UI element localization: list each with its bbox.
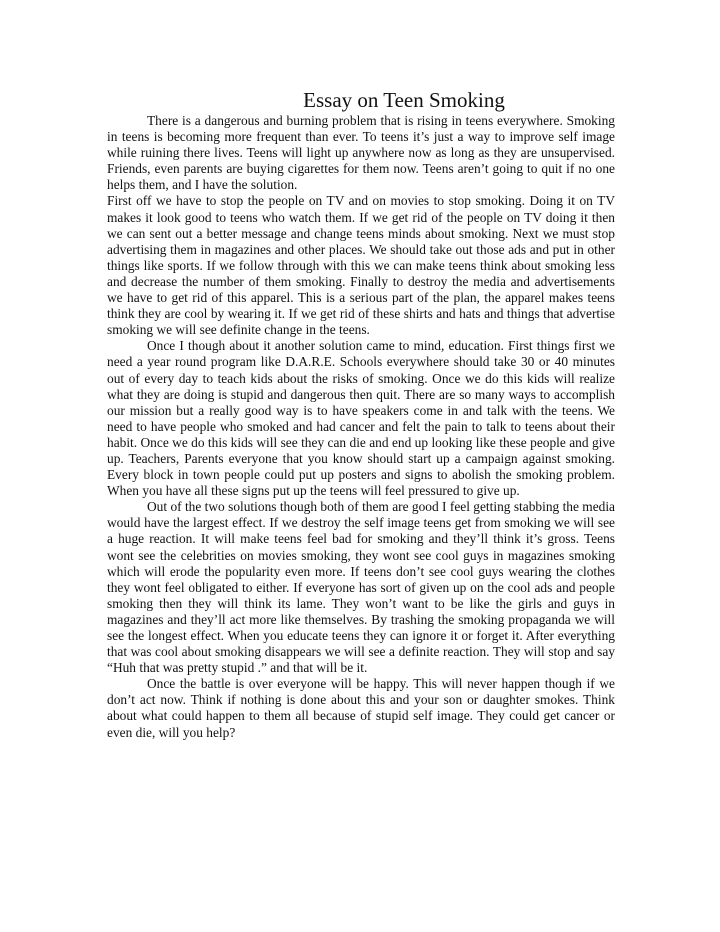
essay-title: Essay on Teen Smoking xyxy=(303,88,505,112)
paragraph-1: There is a dangerous and burning problem that is rising in teens everywhere. Smoking in teens is becoming more frequent than ever. To teens it’s just a way to improve self image while ruining there lives. Teens will light up anywhere now as long as they are unsupervised. Friends, even parents are buying cigarettes for them now. Teens aren’t going to quit if no one helps them, and I have the solution. xyxy=(107,113,615,193)
paragraph-3: Once I though about it another solution came to mind, education. First things first we need a year round program like D.A.R.E. Schools everywhere should take 30 or 40 minutes out of every day to teach kids about the risks of smoking. Once we do this kids will realize what they are doing is stupid and dangerous then quit. There are so many ways to accomplish our mission but a really good way is to have speakers come in and talk with the teens. We need to have people who smoked and had cancer and felt the pain to talk to teens about their habit. Once we do this kids will see they can die and end up looking like these people and give up. Teachers, Parents everyone that you know should start up a campaign against smoking. Every block in town people could put up posters and signs to abolish the smoking problem. When you have all these signs put up the teens will feel pressured to give up. xyxy=(107,338,615,499)
paragraph-2: First off we have to stop the people on TV and on movies to stop smoking. Doing it on TV makes it look good to teens who watch them. If we get rid of the people on TV doing it then we can sent out a better message and change teens minds about smoking. Next we must stop advertising them in magazines and other places. We should take out those ads and put in other things like sports. If we follow through with this we can make teens think about smoking less and decrease the number of them smoking. Finally to destroy the media and advertisements we have to get rid of this apparel. This is a serious part of the plan, the apparel makes teens think they are cool by wearing it. If we get rid of these shirts and hats and things that advertise smoking we will see definite change in the teens. xyxy=(107,193,615,338)
essay-body xyxy=(107,113,615,741)
paragraph-4: Out of the two solutions though both of them are good I feel getting stabbing the media would have the largest effect. If we destroy the self image teens get from smoking we will see a huge reaction. It will make teens feel bad for smoking and they’ll think it’s gross. Teens wont see the celebrities on movies smoking, they wont see cool guys in magazines smoking which will erode the popularity even more. If teens don’t see cool guys wearing the clothes they wont feel obligated to either. If everyone has sort of given up on the cool ads and people smoking then they will think its lame. They won’t want to be like the girls and guys in magazines and they’ll act more like themselves. By trashing the smoking propaganda we will see the longest effect. When you educate teens they can ignore it or forget it. After everything that was cool about smoking disappears we will see a definite reaction. They will stop and say “Huh that was pretty stupid .” and that will be it. xyxy=(107,499,615,676)
paragraph-5: Once the battle is over everyone will be happy. This will never happen though if we don’t act now. Think if nothing is done about this and your son or daughter smokes. Think about what could happen to them all because of stupid self image. They could get cancer or even die, will you help? xyxy=(107,676,615,740)
